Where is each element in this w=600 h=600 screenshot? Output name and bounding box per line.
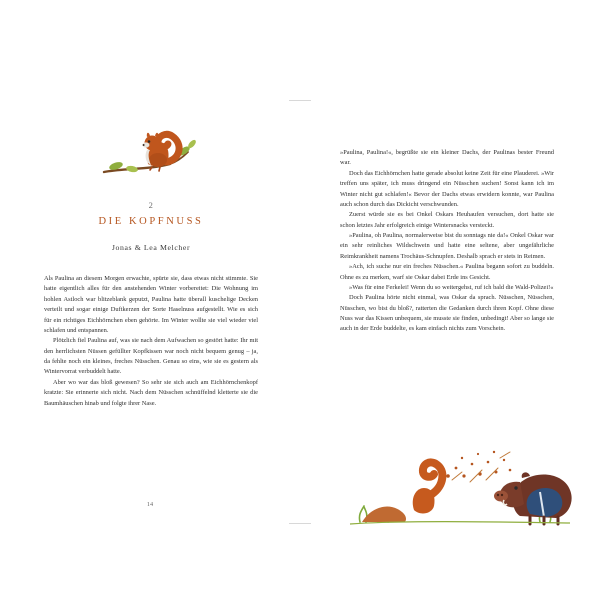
right-page: [300, 0, 600, 600]
paragraph: Doch das Eichhörnchen hatte gerade absolut keine Zeit für eine Plauderei. »Wir treffen uns später, ich muss dringend ein Nüsschen suchen! Sonst kann ich im Winter nicht gut schlafen!« Bevor der Dachs etwas erwidern konnte, war Paulina auch schon durch das Dickicht verschwunden.: [340, 169, 554, 208]
paragraph: Plötzlich fiel Paulina auf, was sie nach dem Aufwachen so gestört hatte: Ihr mit den herrlichsten Nüssen gefüllter Kopfkissen war noch nicht bequem genug – ja, da fehlte noch ein kleines, freches Nüsschen. Genau so eins, wie sie es gestern als Wintervorrat verbuddelt hatte.: [44, 337, 258, 376]
chapter-header: [44, 120, 258, 252]
chapter-title: DIE KOPFNUSS: [98, 216, 204, 227]
page-number-left: 14: [146, 501, 154, 508]
squirrel-on-branch-illustration: [96, 120, 206, 192]
paragraph: Als Paulina an diesem Morgen erwachte, spürte sie, dass etwas nicht stimmte. Sie hatte eigentlich alles für den anstehenden Winter vorbereitet: Die Wohnung im hohlen Astloch war blitzeblank geputzt, Paulina hatte überall kuschelige Decken verteilt und sogar einige Duftkerzen der Sorte Haselnuss aufgestellt. Wie es sich für ein richtiges Eichhörnchen eben gehörte. Im Winter wollte sie viel wieder viel schlafen und entspannen.: [44, 275, 258, 334]
paragraph: Doch Paulina hörte nicht einmal, was Oskar da sprach. Nüsschen, Nüsschen, Nüsschen, wo bist du bloß?, ratterten die Gedanken durch ihren Kopf. Ohne diese Nuss war das Kissen unbequem, sie musste sie finden, unbedingt! Aber so lange sie auch in der Erde buddelte, es kam einfach nichts zum Vorschein.: [340, 294, 554, 333]
paragraph: Aber wo war das bloß gewesen? So sehr sie sich auch am Eichhörnchenkopf kratzte: Sie erinnerte sich nicht. Nach dem Nüsschen schnüffelnd kletterte sie die Baumhäuschen hinab und folgte ihrer Nase.: [44, 378, 258, 407]
left-page-body: [44, 274, 258, 409]
chapter-authors: Jonas & Lea Melcher: [111, 243, 191, 252]
paragraph: »Paulina, Paulina!«, begrüßte sie ein kleiner Dachs, der Paulinas bester Freund war.: [340, 149, 554, 167]
right-page-body: [340, 148, 554, 335]
wild-boar-and-squirrel-digging-illustration: [344, 414, 576, 526]
paragraph: »Paulina, oh Paulina, normalerweise bist du sonntags nie da!« Onkel Oskar war ein sehr reinliches Wildschwein und hatte eine seltene, aber ungefährliche Reimkrankheit namens Trochäus-Schnupfen. Deshalb sprach er stets in Reimen.: [340, 232, 554, 260]
paragraph: Zuerst würde sie es bei Onkel Oskars Heuhaufen versuchen, dort hatte sie schon letztes Jahr erfolgreich einige Wintersnacks versteckt.: [340, 211, 554, 229]
paragraph: »Was für eine Ferkelei! Wenn du so weitergehst, ruf ich bald die Wald-Polizei!«: [349, 283, 554, 291]
paragraph: »Ach, ich suche nur ein freches Nüsschen.« Paulina begann sofort zu buddeln. Ohne es zu merken, warf sie Oskar dabei Erde ins Gesicht.: [340, 263, 554, 281]
chapter-number: 2: [148, 200, 154, 210]
